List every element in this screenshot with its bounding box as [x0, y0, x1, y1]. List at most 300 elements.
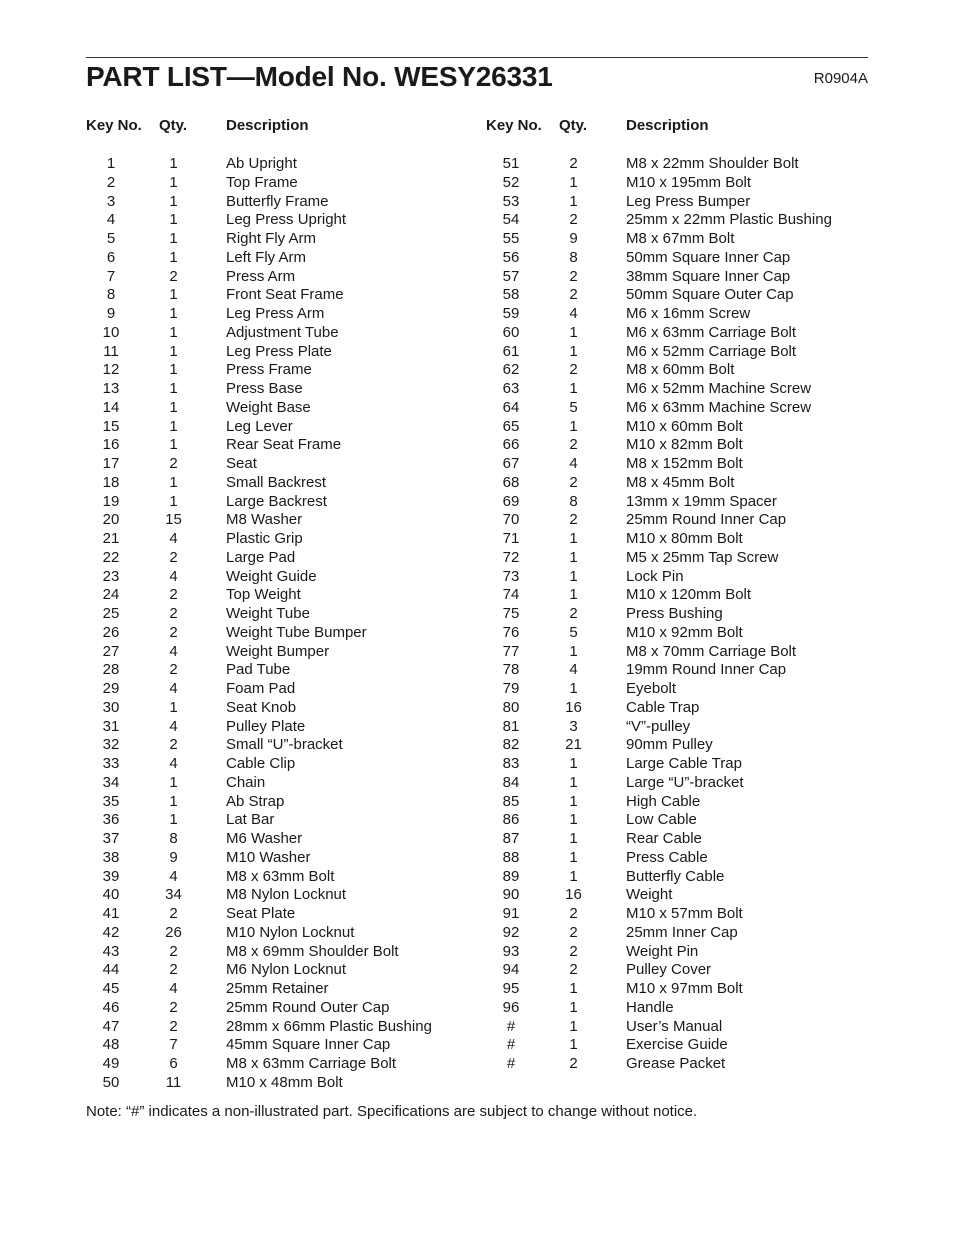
part-qty: 2 [569, 1055, 578, 1072]
part-key-no: 50 [102, 1073, 120, 1091]
part-key-no: 87 [502, 830, 520, 847]
part-qty: 4 [169, 642, 178, 660]
part-qty: 4 [569, 455, 578, 472]
part-description: Plastic Grip [226, 530, 303, 547]
part-description: M8 Nylon Locknut [226, 886, 347, 904]
part-description: M10 x 92mm Bolt [626, 623, 743, 641]
part-qty: 1 [169, 248, 178, 266]
part-description: Butterfly Frame [226, 192, 329, 210]
part-qty: 1 [169, 361, 178, 379]
part-description: 19mm Round Inner Cap [626, 661, 787, 679]
part-qty: 1 [569, 323, 578, 341]
part-key-no: 23 [102, 567, 120, 585]
part-qty: 1 [569, 811, 578, 829]
part-key-no: 2 [106, 173, 116, 191]
part-qty: 2 [169, 961, 178, 979]
document-code: R0904A [813, 70, 868, 87]
part-description: Butterfly Cable [626, 867, 725, 885]
part-description: M6 x 52mm Carriage Bolt [626, 342, 797, 360]
part-description: Lat Bar [226, 811, 275, 829]
part-key-no: # [506, 1036, 516, 1054]
part-description: M5 x 25mm Tap Screw [626, 548, 779, 566]
part-qty: 2 [569, 942, 578, 960]
part-description: Leg Press Upright [226, 211, 347, 229]
part-qty: 9 [569, 230, 578, 247]
part-description: Leg Lever [226, 417, 293, 435]
part-qty: 2 [569, 605, 578, 622]
part-description: M10 x 48mm Bolt [226, 1073, 343, 1091]
part-qty: 1 [569, 773, 578, 791]
part-qty: 2 [169, 736, 178, 754]
part-qty: 5 [569, 623, 578, 641]
part-description: User’s Manual [626, 1017, 723, 1035]
part-key-no: 19 [102, 492, 120, 510]
part-qty: 1 [569, 1036, 578, 1054]
part-qty: 1 [169, 323, 178, 341]
part-key-no: 90 [502, 886, 520, 904]
part-key-no: 59 [502, 305, 520, 322]
part-qty: 1 [169, 380, 178, 397]
part-description: 50mm Square Inner Cap [626, 248, 791, 266]
part-qty: 4 [169, 567, 178, 585]
part-key-no: 71 [502, 530, 520, 547]
part-description: 90mm Pulley [626, 736, 713, 754]
part-qty: 1 [569, 567, 578, 585]
part-qty: 3 [569, 717, 578, 735]
part-description: Lock Pin [626, 567, 684, 585]
part-key-no: 74 [502, 586, 520, 604]
part-description: Seat [226, 455, 257, 472]
part-qty: 2 [569, 155, 578, 172]
part-qty: 1 [569, 680, 578, 697]
part-description: Pad Tube [226, 661, 291, 679]
part-key-no: 80 [502, 698, 520, 716]
part-key-no: 91 [502, 905, 520, 922]
part-key-no: 76 [502, 623, 520, 641]
part-qty: 1 [569, 530, 578, 547]
part-qty: 2 [169, 942, 178, 960]
part-key-no: 10 [102, 323, 120, 341]
part-description: Cable Clip [226, 755, 296, 772]
part-description: Pulley Cover [626, 961, 712, 979]
part-description: Eyebolt [626, 680, 677, 697]
part-key-no: 78 [502, 661, 520, 679]
part-key-no: 36 [102, 811, 120, 829]
part-key-no: 48 [102, 1036, 120, 1054]
part-key-no: 1 [106, 155, 116, 172]
part-qty: 1 [169, 192, 178, 210]
part-key-no: # [506, 1055, 516, 1072]
part-description: Front Seat Frame [226, 286, 344, 304]
part-qty: 4 [169, 867, 178, 885]
part-key-no: 13 [102, 380, 120, 397]
part-qty: 1 [169, 698, 178, 716]
part-key-no: 17 [102, 455, 120, 472]
part-description: 25mm Inner Cap [626, 923, 738, 941]
part-qty: 1 [569, 642, 578, 660]
part-qty: 4 [569, 661, 578, 679]
part-qty: 2 [169, 661, 178, 679]
part-qty: 2 [169, 623, 178, 641]
part-description: M6 x 52mm Machine Screw [626, 380, 812, 397]
part-key-no: 27 [102, 642, 120, 660]
part-description: Leg Press Plate [226, 342, 332, 360]
part-description: M8 x 152mm Bolt [626, 455, 743, 472]
part-description: M10 x 82mm Bolt [626, 436, 743, 454]
part-qty: 4 [169, 980, 178, 997]
part-key-no: 6 [106, 248, 116, 266]
part-qty: 1 [169, 286, 178, 304]
part-description: M10 x 97mm Bolt [626, 980, 743, 997]
part-description: M10 x 57mm Bolt [626, 905, 743, 922]
part-qty: 2 [169, 455, 178, 472]
part-qty: 26 [165, 923, 182, 941]
part-qty: 1 [169, 173, 178, 191]
part-qty: 1 [169, 473, 178, 491]
part-description: 38mm Square Inner Cap [626, 267, 791, 285]
part-key-no: 4 [106, 211, 116, 229]
part-key-no: 29 [102, 680, 120, 697]
part-description: M10 x 60mm Bolt [626, 417, 743, 435]
part-qty: 5 [569, 398, 578, 416]
part-key-no: 9 [106, 305, 116, 322]
part-description: M6 x 16mm Screw [626, 305, 751, 322]
part-description: Weight Pin [626, 942, 699, 960]
part-key-no: 81 [502, 717, 520, 735]
part-qty: 2 [169, 1017, 178, 1035]
part-key-no: 15 [102, 417, 120, 435]
part-qty: 1 [169, 417, 178, 435]
part-description: Weight Guide [226, 567, 317, 585]
part-key-no: 33 [102, 755, 120, 772]
part-qty: 7 [169, 1036, 178, 1054]
part-description: M8 x 45mm Bolt [626, 473, 735, 491]
part-description: M10 Washer [226, 848, 311, 866]
part-qty: 1 [169, 792, 178, 810]
part-key-no: 18 [102, 473, 120, 491]
part-qty: 2 [569, 436, 578, 454]
part-qty: 4 [569, 305, 578, 322]
part-key-no: 37 [102, 830, 120, 847]
part-key-no: 65 [502, 417, 520, 435]
part-description: M8 x 63mm Bolt [226, 867, 335, 885]
part-key-no: 95 [502, 980, 520, 997]
part-description: Weight [626, 886, 673, 904]
part-key-no: 75 [502, 605, 520, 622]
part-qty: 2 [569, 961, 578, 979]
part-key-no: 31 [102, 717, 120, 735]
part-description: Top Frame [226, 173, 298, 191]
part-key-no: 67 [502, 455, 520, 472]
part-description: Large Cable Trap [626, 755, 742, 772]
part-key-no: 35 [102, 792, 120, 810]
part-description: M8 x 63mm Carriage Bolt [226, 1055, 397, 1072]
part-key-no: 26 [102, 623, 120, 641]
part-qty: 2 [569, 905, 578, 922]
qty-header: Qty. [559, 117, 588, 134]
part-qty: 4 [169, 530, 178, 547]
part-qty: 1 [569, 1017, 578, 1035]
part-description: Right Fly Arm [226, 230, 317, 247]
part-description: M6 Washer [226, 830, 303, 847]
part-qty: 1 [169, 155, 178, 172]
part-key-no: 24 [102, 586, 120, 604]
key-no-header: Key No. [86, 117, 142, 134]
part-qty: 16 [565, 886, 582, 904]
part-key-no: 21 [102, 530, 120, 547]
part-key-no: 44 [102, 961, 120, 979]
part-description: Weight Tube [226, 605, 310, 622]
part-qty: 15 [165, 511, 182, 529]
part-qty: 1 [169, 342, 178, 360]
part-description: High Cable [626, 792, 701, 810]
part-qty: 1 [169, 492, 178, 510]
part-key-no: 82 [502, 736, 520, 754]
part-key-no: 47 [102, 1017, 120, 1035]
part-description: Press Cable [626, 848, 708, 866]
part-key-no: 11 [103, 342, 119, 360]
part-description: M10 x 120mm Bolt [626, 586, 752, 604]
part-qty: 1 [569, 173, 578, 191]
part-qty: 1 [169, 773, 178, 791]
part-description: Handle [626, 998, 674, 1016]
part-qty: 2 [169, 605, 178, 622]
part-qty: 2 [169, 905, 178, 922]
part-key-no: 68 [502, 473, 520, 491]
part-qty: 2 [569, 923, 578, 941]
part-description: Press Base [226, 380, 303, 397]
part-description: M8 Washer [226, 511, 303, 529]
part-description: Rear Cable [626, 830, 702, 847]
part-qty: 1 [569, 998, 578, 1016]
part-description: Rear Seat Frame [226, 436, 342, 454]
part-description: M6 Nylon Locknut [226, 961, 347, 979]
part-qty: 2 [169, 267, 178, 285]
part-description: M6 x 63mm Carriage Bolt [626, 323, 797, 341]
part-qty: 1 [569, 867, 578, 885]
part-qty: 2 [569, 361, 578, 379]
part-key-no: 61 [502, 342, 520, 360]
part-key-no: 73 [502, 567, 520, 585]
part-key-no: 39 [102, 867, 120, 885]
part-description: Left Fly Arm [226, 248, 307, 266]
part-description: Chain [226, 773, 266, 791]
part-key-no: 96 [502, 998, 520, 1016]
part-qty: 2 [569, 286, 578, 304]
part-key-no: 79 [502, 680, 520, 697]
part-description: Seat Knob [226, 698, 297, 716]
part-qty: 11 [165, 1073, 182, 1091]
qty-header: Qty. [159, 117, 188, 134]
part-qty: 1 [569, 792, 578, 810]
part-description: 25mm Retainer [226, 980, 329, 997]
footnote: Note: “#” indicates a non-illustrated part. Specifications are subject to change without notice. [86, 1103, 698, 1120]
part-key-no: 5 [106, 230, 116, 247]
part-key-no: 62 [502, 361, 520, 379]
part-description: Top Weight [226, 586, 301, 604]
part-description: 25mm Round Inner Cap [626, 511, 787, 529]
part-qty: 1 [169, 230, 178, 247]
part-key-no: 84 [502, 773, 520, 791]
part-qty: 2 [569, 473, 578, 491]
part-key-no: 3 [106, 192, 116, 210]
part-key-no: 41 [102, 905, 120, 922]
part-key-no: 86 [502, 811, 520, 829]
part-key-no: 77 [502, 642, 520, 660]
part-description: Foam Pad [226, 680, 296, 697]
part-key-no: 8 [106, 286, 116, 304]
part-qty: 1 [569, 830, 578, 847]
part-key-no: 55 [502, 230, 520, 247]
part-description: Low Cable [626, 811, 697, 829]
part-key-no: 34 [102, 773, 120, 791]
part-key-no: # [506, 1017, 516, 1035]
part-description: M8 x 22mm Shoulder Bolt [626, 155, 799, 172]
part-key-no: 40 [102, 886, 120, 904]
part-key-no: 53 [502, 192, 520, 210]
part-description: Cable Trap [626, 698, 700, 716]
part-qty: 9 [169, 848, 178, 866]
part-description: Large Pad [226, 548, 296, 566]
part-qty: 6 [169, 1055, 178, 1072]
part-qty: 1 [569, 548, 578, 566]
description-header: Description [226, 117, 309, 134]
top-rule [86, 57, 868, 58]
part-key-no: 85 [502, 792, 520, 810]
part-description: Press Bushing [626, 605, 723, 622]
part-key-no: 52 [502, 173, 520, 191]
part-qty: 34 [165, 886, 182, 904]
part-key-no: 93 [502, 942, 520, 960]
part-description: Small Backrest [226, 473, 327, 491]
part-qty: 1 [169, 398, 178, 416]
part-key-no: 46 [102, 998, 120, 1016]
part-key-no: 22 [102, 548, 120, 566]
part-qty: 1 [569, 980, 578, 997]
part-description: “V”-pulley [626, 717, 691, 735]
part-description: 13mm x 19mm Spacer [626, 492, 777, 510]
part-description: 50mm Square Outer Cap [626, 286, 794, 304]
part-key-no: 16 [102, 436, 120, 454]
part-description: M6 x 63mm Machine Screw [626, 398, 812, 416]
part-description: Large Backrest [226, 492, 327, 510]
part-description: M10 x 80mm Bolt [626, 530, 743, 547]
part-qty: 4 [169, 755, 178, 772]
part-key-no: 56 [502, 248, 520, 266]
part-qty: 2 [569, 211, 578, 229]
part-key-no: 25 [102, 605, 120, 622]
part-description: Large “U”-bracket [626, 773, 744, 791]
part-description: 28mm x 66mm Plastic Bushing [226, 1017, 432, 1035]
part-key-no: 57 [502, 267, 520, 285]
part-description: Exercise Guide [626, 1036, 728, 1054]
part-description: Leg Press Bumper [626, 192, 751, 210]
part-description: Weight Base [226, 398, 311, 416]
part-description: M8 x 67mm Bolt [626, 230, 735, 247]
part-description: Seat Plate [226, 905, 296, 922]
part-key-no: 45 [102, 980, 120, 997]
part-key-no: 94 [502, 961, 520, 979]
part-description: M8 x 70mm Carriage Bolt [626, 642, 797, 660]
part-qty: 21 [565, 736, 582, 754]
part-key-no: 88 [502, 848, 520, 866]
part-key-no: 20 [102, 511, 120, 529]
part-qty: 1 [169, 811, 178, 829]
part-key-no: 72 [502, 548, 520, 566]
part-description: Adjustment Tube [226, 323, 339, 341]
part-qty: 1 [569, 192, 578, 210]
part-key-no: 89 [502, 867, 520, 885]
part-key-no: 12 [102, 361, 120, 379]
part-key-no: 51 [502, 155, 520, 172]
part-key-no: 32 [102, 736, 120, 754]
part-description: M8 x 69mm Shoulder Bolt [226, 942, 399, 960]
part-description: 25mm Round Outer Cap [226, 998, 390, 1016]
part-qty: 16 [565, 698, 582, 716]
part-key-no: 7 [106, 267, 116, 285]
part-qty: 8 [569, 248, 578, 266]
part-description: Ab Upright [226, 155, 297, 172]
part-key-no: 58 [502, 286, 520, 304]
part-qty: 2 [569, 267, 578, 285]
part-key-no: 66 [502, 436, 520, 454]
part-key-no: 14 [102, 398, 120, 416]
part-description: Pulley Plate [226, 717, 306, 735]
part-qty: 2 [169, 586, 178, 604]
part-key-no: 28 [102, 661, 120, 679]
part-qty: 2 [569, 511, 578, 529]
part-qty: 2 [169, 548, 178, 566]
page-title: PART LIST—Model No. WESY26331 [86, 61, 553, 92]
part-qty: 1 [169, 436, 178, 454]
part-description: Small “U”-bracket [226, 736, 343, 754]
part-key-no: 38 [102, 848, 120, 866]
part-description: M8 x 60mm Bolt [626, 361, 735, 379]
part-qty: 8 [169, 830, 178, 847]
part-description: Weight Tube Bumper [226, 623, 367, 641]
part-qty: 1 [569, 417, 578, 435]
part-qty: 1 [169, 305, 178, 322]
description-header: Description [626, 117, 709, 134]
part-description: Weight Bumper [226, 642, 330, 660]
part-key-no: 63 [502, 380, 520, 397]
part-key-no: 83 [502, 755, 520, 772]
part-qty: 4 [169, 717, 178, 735]
part-description: 25mm x 22mm Plastic Bushing [626, 211, 832, 229]
part-description: Ab Strap [226, 792, 285, 810]
part-description: Press Arm [226, 267, 296, 285]
part-qty: 1 [569, 380, 578, 397]
part-qty: 1 [569, 586, 578, 604]
part-description: Press Frame [226, 361, 312, 379]
part-key-no: 69 [502, 492, 520, 510]
part-qty: 1 [169, 211, 178, 229]
part-description: M10 x 195mm Bolt [626, 173, 752, 191]
part-qty: 4 [169, 680, 178, 697]
part-qty: 2 [169, 998, 178, 1016]
part-description: Grease Packet [626, 1055, 726, 1072]
part-key-no: 49 [102, 1055, 120, 1072]
part-key-no: 54 [502, 211, 520, 229]
key-no-header: Key No. [486, 117, 542, 134]
part-qty: 1 [569, 342, 578, 360]
part-key-no: 92 [502, 923, 520, 941]
part-qty: 1 [569, 848, 578, 866]
part-qty: 8 [569, 492, 578, 510]
part-description: Leg Press Arm [226, 305, 325, 322]
part-key-no: 43 [102, 942, 120, 960]
part-key-no: 30 [102, 698, 120, 716]
